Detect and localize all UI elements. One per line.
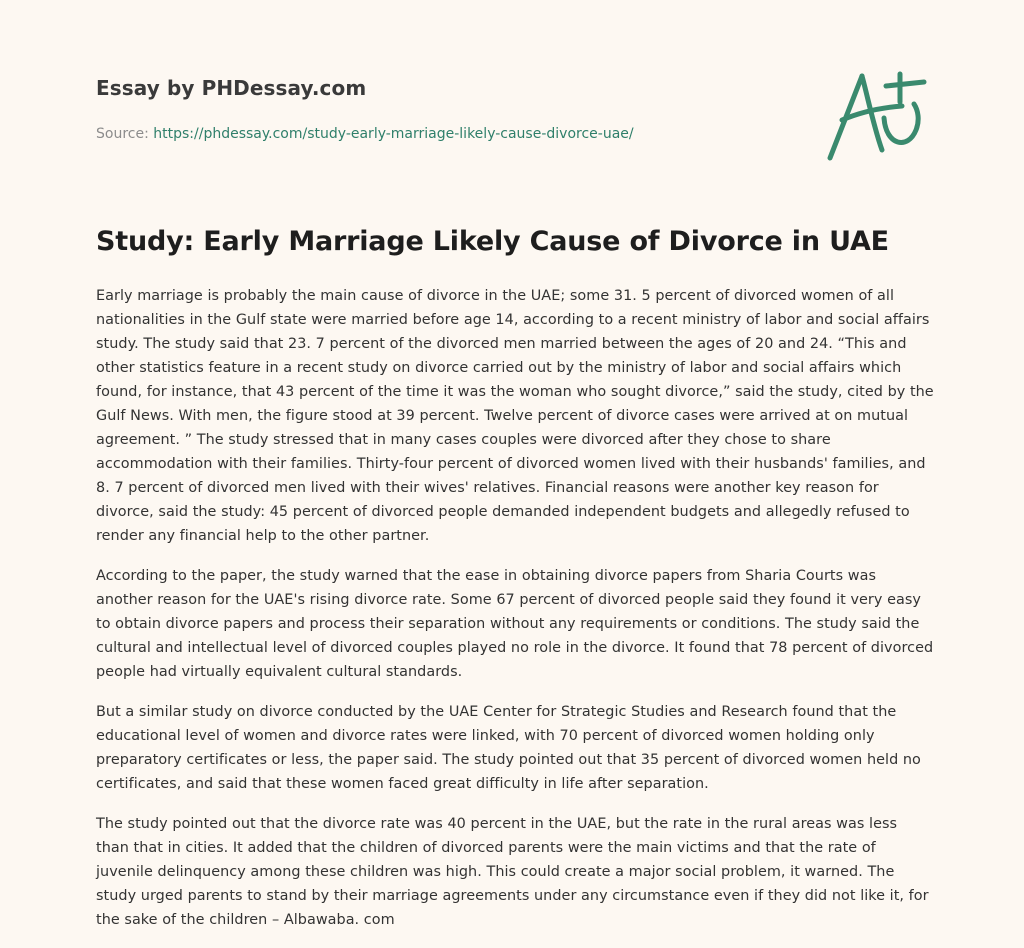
a-plus-grade-icon <box>820 68 930 164</box>
article-paragraph: Early marriage is probably the main cause of divorce in the UAE; some 31. 5 percent of divorced women of all nationalities in the Gulf state were married before age 14, according to a recent ministry of labor and social affairs study. The study said that 23. 7 percent of the divorced men married between the ages of 20 and 24. “This and other statistics feature in a recent study on divorce carried out by the ministry of labor and social affairs which found, for instance, that 43 percent of the time it was the woman who sought divorce,” said the study, cited by the Gulf News. With men, the figure stood at 39 percent. Twelve percent of divorce cases were arrived at on mutual agreement. ” The study stressed that in many cases couples were divorced after they chose to share accommodation with their families. Thirty-four percent of divorced women lived with their husbands' families, and 8. 7 percent of divorced men lived with their wives' relatives. Financial reasons were another key reason for divorce, said the study: 45 percent of divorced people demanded independent budgets and allegedly refused to render any financial help to the other partner. <box>96 288 934 544</box>
source-label: Source: <box>96 126 149 142</box>
page-header <box>96 76 796 142</box>
article-body <box>96 284 934 948</box>
site-title: Essay by PHDessay.com <box>96 76 367 100</box>
article-paragraph: According to the paper, the study warned that the ease in obtaining divorce papers from Sharia Courts was another reason for the UAE's rising divorce rate. Some 67 percent of divorced people said they found it very easy to obtain divorce papers and process their separation without any requirements or conditions. The study said the cultural and intellectual level of divorced couples played no role in the divorce. It found that 78 percent of divorced people had virtually equivalent cultural standards. <box>96 568 934 680</box>
article-paragraph: The study pointed out that the divorce rate was 40 percent in the UAE, but the rate in the rural areas was less than that in cities. It added that the children of divorced parents were the main victims and that the rate of juvenile delinquency among these children was high. This could create a major social problem, it warned. The study urged parents to stand by their marriage agreements under any circumstance even if they did not like it, for the sake of the children – Albawaba. com <box>96 816 929 928</box>
source-line <box>96 126 796 142</box>
source-link[interactable]: https://phdessay.com/study-early-marriage-likely-cause-divorce-uae/ <box>153 126 634 142</box>
page-title: Study: Early Marriage Likely Cause of Divorce in UAE <box>96 226 889 257</box>
article-paragraph: But a similar study on divorce conducted by the UAE Center for Strategic Studies and Research found that the educational level of women and divorce rates were linked, with 70 percent of divorced women holding only preparatory certificates or less, the paper said. The study pointed out that 35 percent of divorced women held no certificates, and said that these women faced great difficulty in life after separation. <box>96 704 921 792</box>
